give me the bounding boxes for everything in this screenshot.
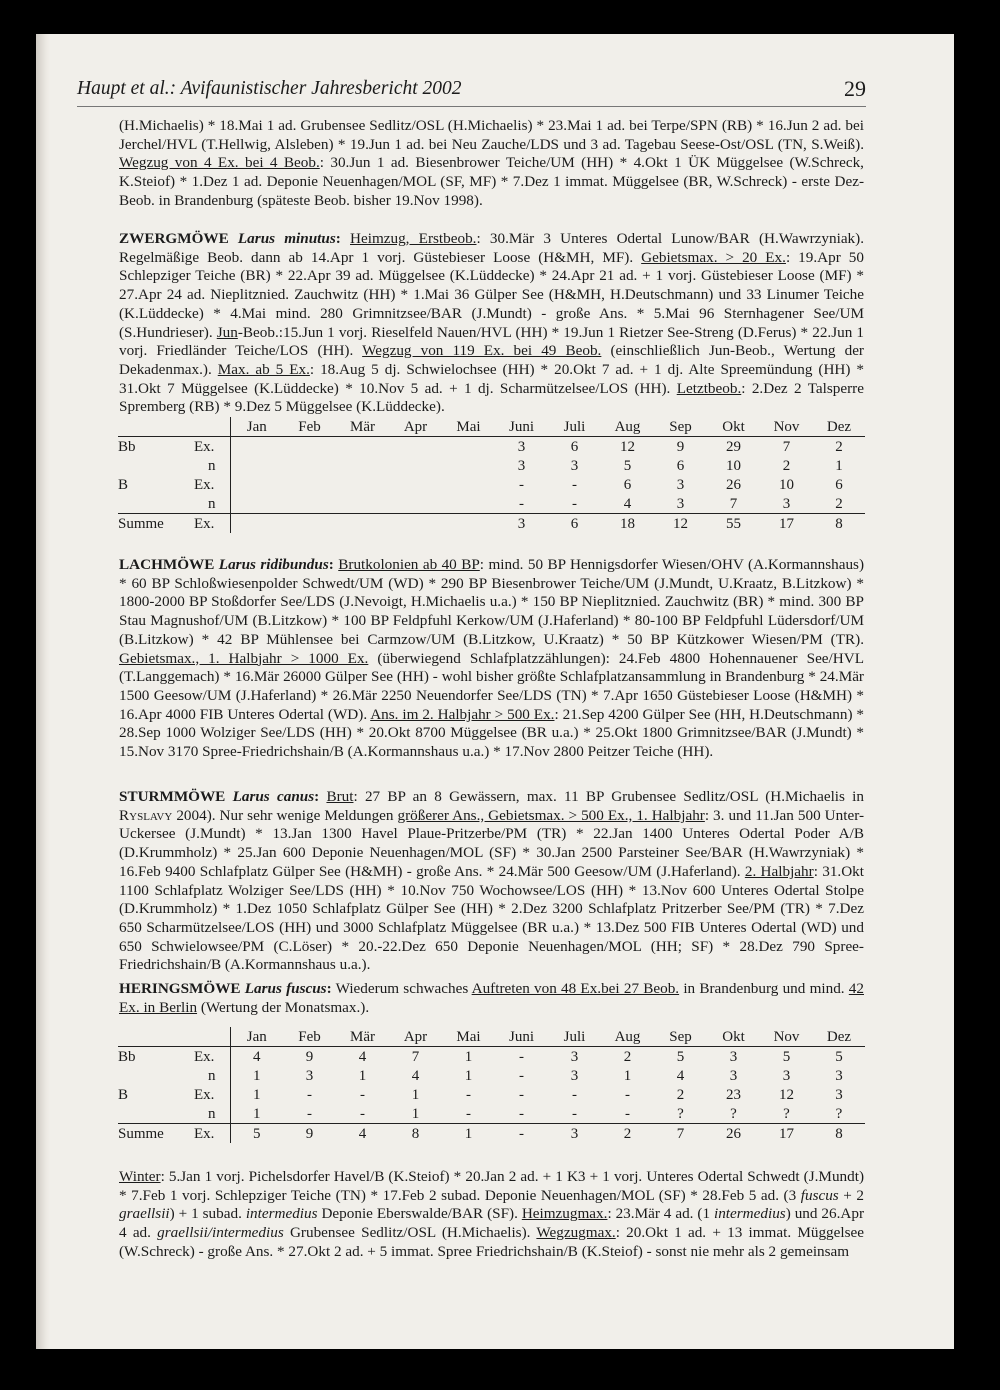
subheading-underlined: Letztbeob. <box>676 379 742 397</box>
table-row: n 3 3 5 6 10 2 1 <box>118 456 865 475</box>
subheading-underlined: 2. Halbjahr <box>744 862 814 880</box>
taxon-italic: graellsii/intermedius <box>157 1224 284 1242</box>
subheading-underlined: Jun <box>216 323 238 341</box>
text-run: + 2 <box>838 1186 864 1204</box>
subheading-underlined: Brutkolonien ab 40 BP <box>338 556 480 573</box>
species-entry-lachmoewe <box>119 556 864 762</box>
text-run: : mind. 50 BP Hennigsdorfer Wiesen/OHV (A.Kormannshaus) * 60 BP Schloßwiesenpolder Schwedt/UM (WD) * 290 BP Biesenbrower Teiche/UM (J.Mundt, U.Kraatz, B.Litzkow) * 1800-2000 BP Stoßdorfer See/LDS (J.Nevoigt, H.Michaelis u.a.) * 150 BP Nieplitznied. Zauchwitz (BR) * mind. 300 BP Stau Magnushof/UM (B.Litzkow) * 100 BP Feldpfuhl Kerkow/UM (J.Haferland) * 80-100 BP Feldpfuhl Lüdersdorf/UM (B.Litzkow) * 42 BP Mühlensee bei Carmzow/UM (B.Litzkow, U.Kraatz) * 50 BP Kützkower Wiesen/PM (TR). <box>119 556 865 648</box>
page-binding-shadow <box>36 34 50 1349</box>
text-run: : 19.Apr 50 Schlepziger Teiche (BR) * 22.Apr 39 ad. Müggelsee (K.Lüddecke) * 24.Apr 21 ad. + 1 vorj. Güstebieser Loose (MF) * 27.Apr 24 ad. Nieplitznied. Zauchwitz (HH) * 1.Mai 36 Gülper See (H&MH, H.Deutschmann) und 33 Linumer Teiche (K.Lüddecke) * 4.Mai mind. 280 Grimnitzsee/BAR (J.Mundt) - große Ans. * 5.Mai 96 Sternhagener See/UM (S.Hundrieser). <box>119 248 864 341</box>
subheading-underlined: Gebietsmax. > 20 Ex. <box>641 248 786 266</box>
subheading-underlined: Heimzug, Erstbeob. <box>350 230 477 247</box>
text-run: (einschließlich Jun-Beob., Wertung der Dekadenmax.). <box>119 342 864 378</box>
subheading-underlined: größerer Ans., Gebietsmax. > 500 Ex., 1. Halbjahr <box>397 806 705 824</box>
page-number: 29 <box>844 76 866 101</box>
running-header <box>77 76 866 107</box>
table-sum-row: Summe Ex. 3 6 18 12 55 17 8 <box>118 514 865 534</box>
text-run: in Brandenburg und mind. <box>679 980 849 997</box>
taxon-italic: intermedius <box>713 1205 786 1223</box>
table-header-row: Jan Feb Mär Apr Mai Juni Juli Aug Sep Okt Nov Dez <box>118 1027 865 1047</box>
subheading-underlined: Wegzug von 119 Ex. bei 49 Beob. <box>362 342 602 360</box>
subheading-underlined: Wegzugmax. <box>536 1224 616 1242</box>
table-header-row: Jan Feb Mär Apr Mai Juni Juli Aug Sep Okt Nov Dez <box>118 417 865 437</box>
text-run: ) und 26.Apr 4 ad. <box>119 1205 865 1242</box>
subheading-underlined: Gebietsmax., 1. Halbjahr > 1000 Ex. <box>119 649 369 667</box>
taxon-italic: intermedius <box>245 1205 318 1223</box>
paragraph-continuation <box>119 117 864 211</box>
text-run: : 31.Okt 1100 Schlafplatz Wolziger See/LDS (HH) * 10.Nov 750 Wochowsee/LOS (HH) * 13.Nov 600 Unteres Odertal Stolpe (D.Krummholz) * 1.Dez 1050 Schlafplatz Gülper See (HH) * 2.Dez 3200 Schlafplatz Pritzerber See/PM (TR) * 7.Dez 650 Scharmützelsee/LOS (HH) und 3000 Schlafplatz Müggelsee (BR u.a.) * 13.Dez 500 FIB Unteres Odertal (WD) und 650 Schwielowsee/PM (C.Löser) * 20.-22.Dez 650 Deponie Neuenhagen/MOL (HH; SF) * 28.Dez 790 Spree-Friedrichshain/B (A.Kormannshaus u.a.). <box>119 862 864 974</box>
text-run: : 27 BP an 8 Gewässern, max. 11 BP Grubensee Sedlitz/OSL (H.Michaelis in <box>353 788 864 805</box>
text-run: (überwiegend Schlafplatzzählungen): 24.Feb 4800 Hohennauener See/HVL (T.Langgemach) * 16.Mär 26000 Gülper See (HH) - wohl bisher größte Schlafplatzansammlung in Brandenburg * 24.Mär 1500 Geesow/UM (J.Haferland) * 26.Mär 2250 Neuendorfer See/LDS (TN) * 7.Apr 1650 Güstebieser Loose (H&MH) * 16.Apr 4000 FIB Unteres Odertal (WD). <box>119 649 864 723</box>
text-run: : 3. und 11.Jan 500 Unter-Uckersee (J.Mundt) * 13.Jan 1300 Havel Plaue-Pritzerbe/PM (TR) * 22.Jan 1400 Unteres Odertal Poder A/B (D.Krummholz) * 25.Jan 600 Deponie Neuenhagen/MOL (SF) * 30.Jan 2500 Parsteiner See/BAR (H.Wawrzyniak) * 16.Feb 9400 Schlafplatz Gülper See (H&MH) - große Ans. * 24.Mär 500 Geesow/UM (J.Haferland). <box>119 806 865 880</box>
table-row: Bb Ex. 3 6 12 9 29 7 2 <box>118 437 865 457</box>
header-title: Haupt et al.: Avifaunistischer Jahresbericht 2002 <box>77 78 462 99</box>
text-run: (H.Michaelis) * 18.Mai 1 ad. Grubensee Sedlitz/OSL (H.Michaelis) * 23.Mai 1 ad. bei Terpe/SPN (RB) * 16.Jun 2 ad. bei Jerchel/HVL (T.Hellwig, Alsleben) * 19.Jun 1 ad. bei Neu Zauche/LDS und 3 ad. Tagebau Seese-Ost/OSL (TN, S.Weiß). <box>119 117 864 153</box>
species-name: HERINGSMÖWE Larus fuscus: <box>119 980 332 997</box>
species-entry-zwergmoewe <box>119 230 864 417</box>
text-run: ) + 1 subad. <box>169 1205 246 1223</box>
text-run: -Beob.:15.Jun 1 vorj. Rieselfeld Nauen/HVL (HH) * 19.Jun 1 Rietzer See-Streng (D.Ferus) * 22.Jun 1 vorj. Friedländer Teiche/LOS (HH). <box>119 323 864 360</box>
table-row: n 1 3 1 4 1 - 3 1 4 3 3 3 <box>118 1066 865 1085</box>
subheading-underlined: Ans. im 2. Halbjahr > 500 Ex. <box>370 705 555 723</box>
table-row: n 1 - - 1 - - - - ? ? ? ? <box>118 1104 865 1124</box>
author-smallcaps: Ryslavy <box>119 806 173 824</box>
species-name: STURMMÖWE Larus canus: <box>119 788 320 805</box>
text-run: : 5.Jan 1 vorj. Pichelsdorfer Havel/B (K.Steiof) * 20.Jan 2 ad. + 1 K3 + 1 vorj. Unteres Odertal Schwedt (J.Mundt) * 7.Feb 1 vorj. Schlepziger Teiche (TN) * 17.Feb 2 subad. Deponie Neuenhagen/MOL (SF) * 28.Feb 5 ad. (3 <box>119 1168 864 1204</box>
taxon-italic: fuscus <box>800 1186 839 1204</box>
text-run: Grubensee Sedlitz/OSL (H.Michaelis). <box>283 1224 537 1242</box>
table-row: n - - 4 3 7 3 2 <box>118 494 865 514</box>
subheading-underlined: Heimzugmax. <box>521 1205 608 1223</box>
subheading-underlined: Winter <box>119 1168 161 1185</box>
table-row: B Ex. 1 - - 1 - - - - 2 23 12 3 <box>118 1087 843 1103</box>
text-run: (Wertung der Monatsmax.). <box>197 998 370 1016</box>
subheading-underlined: Auftreten von 48 Ex.bei 27 Beob. <box>471 980 680 997</box>
species-entry-heringsmoewe <box>119 980 864 1017</box>
text-run: : 18.Aug 5 dj. Schwielochsee (HH) * 20.Okt 7 ad. + 1 dj. Alte Spreemündung (HH) * 31.Okt 7 Müggelsee (K.Lüddecke) * 10.Nov 5 ad. + 1 dj. Scharmützelsee/LOS (HH). <box>119 360 864 397</box>
monthly-table-heringsmoewe <box>118 1027 865 1143</box>
species-name: ZWERGMÖWE Larus minutus: <box>119 230 341 247</box>
taxon-italic: graellsii <box>119 1205 170 1223</box>
table-sum-row: Summe Ex. 5 9 4 8 1 - 3 2 7 26 17 8 <box>118 1124 865 1144</box>
species-name: LACHMÖWE Larus ridibundus: <box>119 556 334 573</box>
table-row: Bb Ex. 4 9 4 7 1 - 3 2 5 3 5 5 <box>118 1047 865 1067</box>
text-run: : 30.Jun 1 ad. Biesenbrower Teiche/UM (HH) * 4.Okt 1 ÜK Müggelsee (W.Schreck, K.Steiof) * 1.Dez 1 ad. Deponie Neuenhagen/MOL (SF, MF) * 7.Dez 1 immat. Müggelsee (BR, W.Schreck) - erste Dez-Beob. in Brandenburg (späteste Beob. bisher 19.Nov 1998). <box>119 154 864 209</box>
text-run: : 20.Okt 1 ad. + 13 immat. Müggelsee (W.Schreck) - große Ans. * 27.Okt 2 ad. + 5 immat. Spree Friedrichshain/B (K.Steiof) - sonst nie mehr als 2 gemeinsam <box>119 1224 864 1260</box>
text-run: Deponie Eberswalde/BAR (SF). <box>317 1205 522 1223</box>
text-run: : 21.Sep 4200 Gülper See (HH, H.Deutschmann) * 28.Sep 1000 Wolziger See/LDS (HH) * 20.Okt 8700 Müggelsee (BR u.a.) * 25.Okt 1800 Grimnitzsee/BAR (J.Mundt) * 15.Nov 3170 Spree-Friedrichshain/B (A.Kormannshaus u.a.) * 17.Nov 2800 Peitzer Teiche (HH). <box>119 705 864 761</box>
table-row: B Ex. - - 6 3 26 10 6 <box>118 477 843 493</box>
text-run: : 30.Mär 3 Unteres Odertal Lunow/BAR (H.Wawrzyniak). Regelmäßige Beob. dann ab 14.Apr 1 vorj. Güstebieser Loose (H&MH, MF). <box>119 230 865 266</box>
subheading-underlined: Brut <box>326 788 354 805</box>
text-run: : 23.Mär 4 ad. (1 <box>607 1205 714 1223</box>
text-run: : 2.Dez 2 Talsperre Spremberg (RB) * 9.Dez 5 Müggelsee (K.Lüddecke). <box>119 379 864 416</box>
monthly-table-zwergmoewe <box>118 417 865 533</box>
paragraph-winter <box>119 1168 864 1262</box>
subheading-underlined: Wegzug von 4 Ex. bei 4 Beob. <box>119 154 320 172</box>
subheading-underlined: 42 Ex. in Berlin <box>119 980 864 1016</box>
text-run: 2004). Nur sehr wenige Meldungen <box>172 806 398 824</box>
species-entry-sturmmoewe <box>119 788 864 975</box>
subheading-underlined: Max. ab 5 Ex. <box>217 360 310 378</box>
text-run: Wiederum schwaches <box>331 980 472 997</box>
